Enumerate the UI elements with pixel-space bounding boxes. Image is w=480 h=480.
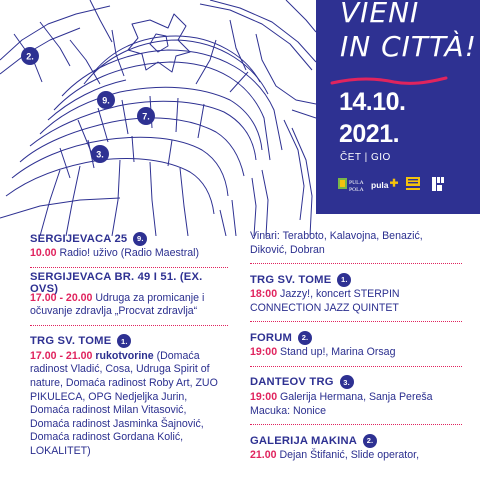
venue-section — [30, 230, 228, 261]
event-time: 17.00 - 21.00 — [30, 349, 93, 362]
event-time: 21.00 — [250, 449, 277, 462]
svg-text:pula: pula — [371, 180, 389, 190]
event-time: 19:00 — [250, 390, 278, 403]
venue-title — [30, 333, 228, 350]
grad-pula-icon — [338, 178, 364, 193]
venue-map-number: 3. — [340, 375, 354, 389]
svg-text:7.: 7. — [142, 111, 150, 122]
event-description: Vinari: Teraboto, Kalavojna, Benazić, Diković, Dobran — [250, 230, 423, 256]
venue-section — [250, 432, 462, 463]
event-item — [30, 247, 228, 261]
venue-name: FORUM — [250, 331, 293, 344]
event-title-line2: IN CITTÀ! — [340, 30, 477, 63]
section-divider — [30, 267, 228, 268]
event-item — [30, 292, 228, 319]
venue-section — [250, 374, 462, 418]
venue-title — [250, 374, 462, 391]
date-day-month: 14.10. — [339, 88, 406, 116]
event-time: 18:00 — [250, 288, 278, 301]
schedule-left-column — [30, 230, 228, 459]
section-divider — [250, 321, 462, 322]
event-description: Dejan Štifanić, Slide operator, — [276, 449, 420, 462]
venue-map-number: 9. — [133, 232, 147, 246]
event-item — [250, 346, 462, 360]
event-time: 17.00 - 20.00 — [30, 291, 93, 304]
map-marker-7 — [137, 107, 155, 125]
section-divider — [30, 325, 228, 326]
venue-section — [250, 230, 462, 257]
event-item — [250, 230, 462, 257]
venue-title — [250, 329, 462, 346]
svg-text:9.: 9. — [102, 95, 110, 106]
venue-title — [250, 271, 462, 288]
venue-name: SERGIJEVACA 25 — [30, 232, 128, 245]
event-description: Radio! uživo (Radio Maestral) — [56, 247, 199, 259]
event-time: 19:00 — [250, 346, 278, 359]
event-item — [250, 391, 462, 418]
venue-title — [30, 230, 228, 247]
event-description: Galerija Hermana, Sanja Pereša Macuka: Nonice — [250, 390, 433, 417]
section-divider — [250, 424, 462, 425]
event-item — [250, 449, 462, 463]
svg-text:2.: 2. — [26, 51, 34, 62]
svg-text:PULA: PULA — [349, 180, 364, 186]
street-map — [0, 0, 316, 236]
svg-text:3.: 3. — [96, 149, 104, 160]
section-divider — [250, 263, 462, 264]
schedule-right-column — [250, 230, 462, 463]
map-marker-3 — [91, 145, 109, 163]
venue-map-number: 1. — [337, 273, 351, 287]
venue-name: TRG SV. TOME — [250, 273, 332, 286]
event-description: Jazzy!, koncert STERPIN CONNECTION JAZZ QUINTET — [250, 288, 400, 314]
venue-map-number: 2. — [298, 331, 312, 345]
venue-title — [30, 271, 228, 296]
map-marker-9 — [97, 91, 115, 109]
venue-name: GALERIJA MAKINA — [250, 434, 358, 447]
date-year: 2021. — [339, 120, 400, 148]
venue-section — [30, 333, 228, 459]
section-divider — [250, 366, 462, 367]
venue-section — [250, 329, 462, 360]
venue-title — [250, 432, 462, 449]
venue-name: TRG SV. TOME — [30, 335, 112, 348]
event-description: Stand up!, Marina Orsag — [277, 346, 396, 359]
weekday: ČET | GIO — [340, 152, 391, 163]
event-time: 10.00 — [30, 247, 57, 259]
fortress-outline — [128, 14, 190, 72]
event-highlight: rukotvorine — [92, 349, 154, 362]
venue-map-number: 2. — [363, 434, 377, 448]
event-title-line1: VIENI — [340, 0, 420, 29]
wave-underline — [330, 74, 448, 88]
event-description: (Domaća radinost Vladić, Cosa, Udruga Spirit of nature, Domaća radinost Roby Art, ZUO PIKULECA, OPG Nedjeljka Jurin, Domaća radinost Milan Vitasović, Domaća radinost Jasminka Šajnović, Domaća radinost Gordana Kolić, LOKALITET) — [30, 349, 218, 457]
venue-name: DANTEOV TRG — [250, 376, 334, 389]
event-description: Udruga za promicanje i očuvanje zdravlja „Procvat zdravlja“ — [30, 291, 205, 318]
event-item — [30, 350, 228, 459]
svg-text:POLA: POLA — [349, 187, 364, 193]
istria-icon — [432, 177, 444, 191]
venue-section — [30, 271, 228, 319]
event-item — [250, 288, 462, 315]
pula-plus-icon — [371, 179, 398, 190]
venue-name: SERGIJEVACA BR. 49 I 51. (EX. OVS) — [30, 271, 203, 296]
map-marker-2 — [21, 47, 39, 65]
venue-map-number: 1. — [117, 334, 131, 348]
venue-section — [250, 271, 462, 315]
sponsor-logos — [338, 174, 448, 198]
pula-film-festival-icon — [406, 177, 420, 190]
